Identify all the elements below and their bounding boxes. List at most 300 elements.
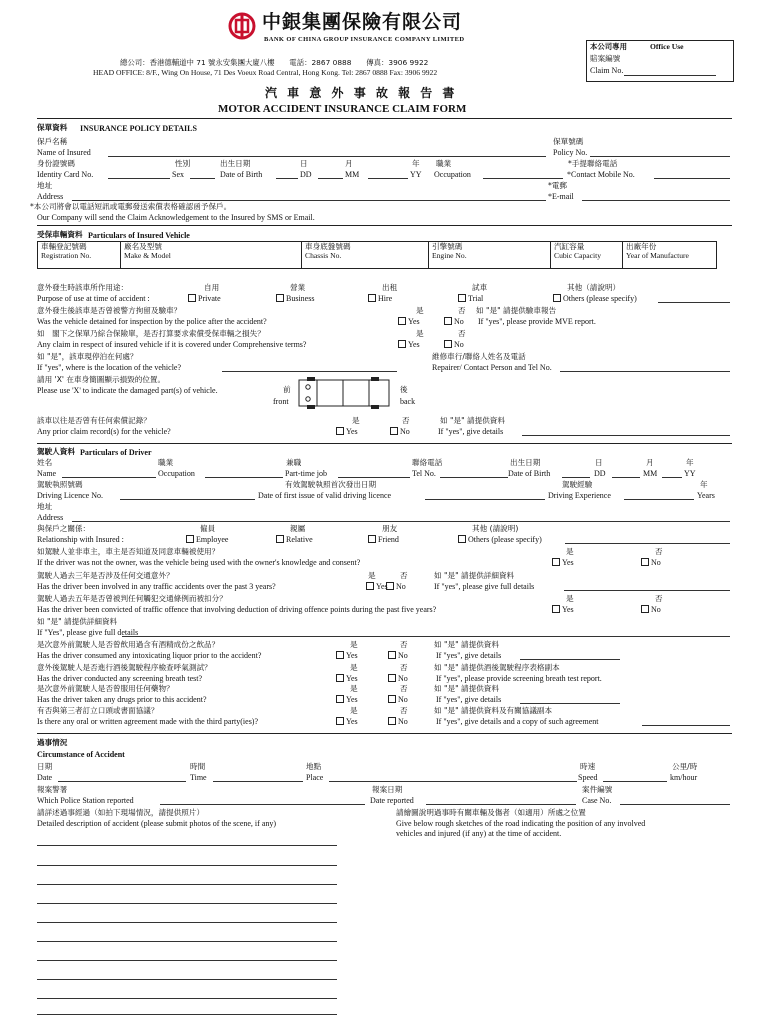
year-manufacture-cell[interactable]: 出廠年份 Year of Manufacture (623, 242, 717, 269)
form-title-en: MOTOR ACCIDENT INSURANCE CLAIM FORM (218, 103, 467, 115)
dob-year-label-en: YY (410, 170, 422, 179)
checkbox-icon[interactable] (388, 651, 396, 659)
mobile-label-en: *Contact Mobile No. (567, 170, 635, 179)
checkbox-icon[interactable] (366, 582, 374, 590)
yes-label-zh: 是 (350, 663, 358, 672)
vehicle-heading-en: Particulars of Insured Vehicle (88, 231, 190, 240)
checkbox-icon[interactable] (388, 695, 396, 703)
relative-label: Relative (286, 535, 313, 544)
no-label: No (398, 717, 408, 726)
date-label-zh: 日期 (37, 762, 53, 771)
business-label: Business (286, 294, 315, 303)
experience-field[interactable] (624, 499, 694, 500)
dob-label-en: Date of Birth (220, 170, 263, 179)
dob-year-label-zh: 年 (412, 159, 420, 168)
description-line[interactable] (37, 979, 337, 980)
speed-field[interactable] (603, 781, 667, 782)
driver-tel-field[interactable] (440, 477, 508, 478)
registration-no-cell[interactable]: 車輛登記號碼 Registration No. (38, 242, 121, 269)
repairer-label-en: Repairer/ Contact Person and Tel No. (432, 363, 552, 372)
hire-label-zh: 出租 (382, 283, 398, 292)
checkbox-icon[interactable] (188, 294, 196, 302)
prior-details-field[interactable] (522, 435, 730, 436)
friend-label-zh: 朋友 (382, 524, 398, 533)
back-label-zh: 後 (400, 385, 408, 394)
driver-name-field[interactable] (62, 477, 156, 478)
no-label: No (398, 674, 408, 683)
no-label-zh: 否 (458, 306, 466, 315)
mobile-label-zh: *手提聯絡電話 (568, 159, 618, 168)
id-card-field[interactable] (108, 178, 170, 179)
checkbox-icon[interactable] (276, 535, 284, 543)
circumstance-heading-zh: 過事情況 (37, 738, 68, 747)
no-label: No (651, 605, 661, 614)
hire-label: Hire (378, 294, 393, 303)
comprehensive-q-zh: 如 閣下之保單乃綜合保險單，是否打算要求索償受保車輛之損失？ (37, 329, 265, 338)
checkbox-icon[interactable] (552, 605, 560, 613)
private-label-zh: 自用 (204, 283, 220, 292)
description-line[interactable] (37, 941, 337, 942)
accident-time-field[interactable] (213, 781, 303, 782)
accident-place-field[interactable] (329, 781, 577, 782)
driver-name-label-zh: 姓名 (37, 458, 53, 467)
first-issue-label-en: Date of first issue of valid driving licence (258, 491, 392, 500)
no-label-zh: 否 (402, 416, 410, 425)
past3-details-en: If "yes", please give full details (434, 582, 535, 591)
checkbox-icon[interactable] (444, 317, 452, 325)
dob-label-zh: 出生日期 (220, 159, 251, 168)
policy-no-label-en: Policy No. (553, 148, 588, 157)
checkbox-icon[interactable] (186, 535, 194, 543)
past5-yes-checkbox[interactable] (552, 605, 574, 614)
checkbox-icon[interactable] (388, 674, 396, 682)
date-reported-label-en: Date reported (370, 796, 414, 805)
driver-address-label-en: Address (37, 513, 64, 522)
occupation-field[interactable] (483, 178, 563, 179)
trial-checkbox[interactable] (458, 294, 483, 303)
agreement-details-en: If "yes", give details and a copy of such agreement (436, 717, 599, 726)
engine-no-cell[interactable]: 引擎號碼 Engine No. (429, 242, 551, 269)
past3-details-field[interactable] (564, 590, 730, 591)
dob-month-label-zh: 月 (345, 159, 353, 168)
first-issue-field[interactable] (425, 499, 545, 500)
occupation-label-zh: 職業 (436, 159, 452, 168)
checkbox-icon[interactable] (336, 717, 344, 725)
years-label: Years (697, 491, 715, 500)
consent-yes-checkbox[interactable] (552, 558, 574, 567)
time-label-en: Time (190, 773, 207, 782)
date-reported-label-zh: 報案日期 (372, 785, 403, 794)
agreement-details-zh: 如 "是" 請提供資料及有關協議副本 (434, 706, 553, 715)
police-station-label-zh: 報案警署 (37, 785, 68, 794)
comp-yes-checkbox[interactable] (398, 340, 420, 349)
yes-label: Yes (562, 605, 574, 614)
trial-label: Trial (468, 294, 484, 303)
driver-others-field[interactable] (565, 543, 730, 544)
part-time-label-en: Part-time job (285, 469, 327, 478)
driver-tel-label-en: Tel No. (412, 469, 436, 478)
time-label-zh: 時間 (190, 762, 206, 771)
first-issue-label-zh: 有效駕駛執照首次發出日期 (285, 480, 377, 489)
comp-no-checkbox[interactable] (444, 340, 464, 349)
driver-heading-zh: 駕駛人資料 (37, 447, 75, 456)
past5-no-checkbox[interactable] (641, 605, 661, 614)
yes-label: Yes (408, 317, 420, 326)
description-line[interactable] (37, 922, 337, 923)
checkbox-icon[interactable] (276, 294, 284, 302)
driver-others-checkbox[interactable] (458, 535, 542, 544)
prior-claim-q-zh: 該車以往是否曾有任何索償記錄？ (37, 416, 151, 425)
yes-label-zh: 是 (416, 329, 424, 338)
id-card-label-zh: 身份證號碼 (37, 159, 75, 168)
checkbox-icon[interactable] (388, 717, 396, 725)
yes-label-zh: 是 (350, 640, 358, 649)
no-label-zh: 否 (400, 684, 408, 693)
yes-label: Yes (408, 340, 420, 349)
insured-name-label-en: Name of Insured (37, 148, 91, 157)
repairer-field[interactable] (560, 371, 730, 372)
office-use-label-zh: 本公司專用 (590, 42, 627, 51)
description-line[interactable] (37, 1014, 337, 1015)
claim-no-label-en: Claim No. (590, 66, 624, 75)
claim-no-label-zh: 賠案編號 (590, 54, 621, 63)
dd-label-zh: 日 (595, 458, 603, 467)
yy-label-zh: 年 (686, 458, 694, 467)
yes-label: Yes (346, 695, 358, 704)
employee-label-zh: 僱員 (200, 524, 216, 533)
private-label: Private (198, 294, 221, 303)
dob-month-field[interactable] (318, 178, 343, 179)
policy-heading-en: INSURANCE POLICY DETAILS (80, 124, 197, 133)
agreement-no-checkbox[interactable] (388, 717, 408, 726)
dob-year-field[interactable] (368, 178, 408, 179)
drugs-no-checkbox[interactable] (388, 695, 408, 704)
company-name-en: BANK OF CHINA GROUP INSURANCE COMPANY LIMITED (264, 36, 465, 43)
breath-no-checkbox[interactable] (388, 674, 408, 683)
place-label-zh: 地點 (306, 762, 322, 771)
speed-label-zh: 時速 (580, 762, 596, 771)
checkbox-icon[interactable] (398, 317, 406, 325)
checkbox-icon[interactable] (458, 535, 466, 543)
liquor-details-en: If "yes", give details (436, 651, 502, 660)
checkbox-icon[interactable] (444, 340, 452, 348)
part-time-label-zh: 兼職 (286, 458, 302, 467)
past5-details-field[interactable] (122, 636, 730, 637)
yes-label: Yes (346, 427, 358, 436)
checkbox-icon[interactable] (368, 294, 376, 302)
checkbox-icon[interactable] (553, 294, 561, 302)
yes-label-zh: 是 (566, 594, 574, 603)
repairer-label-zh: 維修車行/聯絡人姓名及電話 (432, 352, 526, 361)
dob-day-label-zh: 日 (300, 159, 308, 168)
circumstance-heading-en: Circumstance of Accident (37, 750, 125, 759)
purpose-label-en: Purpose of use at time of accident : (37, 294, 150, 303)
policy-no-field[interactable] (590, 156, 730, 157)
no-label: No (454, 340, 464, 349)
description-line[interactable] (37, 865, 337, 866)
past3-details-zh: 如 "是" 請提供詳細資料 (434, 571, 515, 580)
driver-address-field[interactable] (72, 521, 730, 522)
driver-heading-en: Particulars of Driver (80, 448, 152, 457)
past5-q-zh: 駕駛人過去五年是否曾被判任何觸犯交通條例而被扣分？ (37, 594, 227, 603)
description-line[interactable] (37, 903, 337, 904)
liquor-details-zh: 如 "是" 請提供資料 (434, 640, 499, 649)
claim-no-field[interactable] (624, 75, 716, 76)
location-field[interactable] (222, 371, 397, 372)
no-label-zh: 否 (400, 571, 408, 580)
others-checkbox[interactable] (553, 294, 637, 303)
description-label-zh: 請詳述過事經過（如拍下現場情況，請提供照片） (37, 808, 205, 817)
yes-label-zh: 是 (350, 684, 358, 693)
dob-day-field[interactable] (276, 178, 298, 179)
head-office-address-en: HEAD OFFICE: 8/F., Wing On House, 71 Des Voeux Road Central, Hong Kong. Tel: 2867 0888 Fax: 3906 9922 (93, 68, 438, 77)
yes-label-zh: 是 (368, 571, 376, 580)
driver-dob-label-zh: 出生日期 (510, 458, 541, 467)
email-field[interactable] (582, 200, 730, 201)
checkbox-icon[interactable] (641, 558, 649, 566)
cubic-capacity-cell[interactable]: 汽缸容量 Cubic Capacity (551, 242, 623, 269)
experience-label-zh: 駕駛經驗 (562, 480, 593, 489)
description-line[interactable] (37, 884, 337, 885)
checkbox-icon[interactable] (458, 294, 466, 302)
driver-occupation-field[interactable] (205, 477, 283, 478)
agreement-q-zh: 有否與第三者訂立口頭或書面協議？ (37, 706, 159, 715)
hire-checkbox[interactable] (368, 294, 392, 303)
sex-field[interactable] (190, 178, 215, 179)
no-label: No (454, 317, 464, 326)
accident-date-field[interactable] (58, 781, 186, 782)
sketch-area[interactable] (392, 840, 732, 1016)
yes-label: Yes (346, 717, 358, 726)
checkbox-icon[interactable] (368, 535, 376, 543)
yes-label: Yes (376, 582, 388, 591)
driver-dob-year-field[interactable] (662, 477, 682, 478)
past5-details-en: If "Yes", please give full details (37, 628, 139, 637)
breath-q-zh: 意外後駕駛人是否進行酒後駕駛程序檢查呼氣測試？ (37, 663, 212, 672)
drugs-q-en: Has the driver taken any drugs prior to this accident? (37, 695, 207, 704)
head-office-address-zh: 總公司：香港德輔道中 71 號永安集團大廈八樓 電話：2867 0888 傳真：3906 9922 (120, 58, 429, 67)
mve-note-en: If "yes", please provide MVE report. (478, 317, 596, 326)
checkbox-icon[interactable] (398, 340, 406, 348)
damage-instruction-zh: 請用 'X' 在車身簡圖顯示損毀的位置。 (37, 375, 166, 384)
section-divider (37, 118, 732, 119)
employee-checkbox[interactable] (186, 535, 228, 544)
no-label-zh: 否 (400, 640, 408, 649)
driver-dob-month-field[interactable] (612, 477, 640, 478)
past5-q-en: Has the driver been convicted of traffic offence that involving deduction of driving offence points during the past five years? (37, 605, 437, 614)
yes-label: Yes (346, 651, 358, 660)
checkbox-icon[interactable] (336, 427, 344, 435)
sketch-label-en-1: Give below rough sketches of the road indicating the position of any involved (396, 819, 646, 828)
private-checkbox[interactable] (188, 294, 221, 303)
address-label-en: Address (37, 192, 64, 201)
trial-label-zh: 試車 (472, 283, 488, 292)
police-station-field[interactable] (160, 804, 365, 805)
case-no-label-en: Case No. (582, 796, 612, 805)
dob-day-label-en: DD (300, 170, 312, 179)
drugs-q-zh: 是次意外前駕駛人是否曾服用任何藥物？ (37, 684, 174, 693)
speed-label-en: Speed (578, 773, 598, 782)
agreement-details-field[interactable] (642, 725, 730, 726)
relative-checkbox[interactable] (276, 535, 313, 544)
yes-label-zh: 是 (566, 547, 574, 556)
friend-label: Friend (378, 535, 399, 544)
description-line[interactable] (37, 998, 337, 999)
comprehensive-q-en: Any claim in respect of insured vehicle if it is covered under Comprehensive terms? (37, 340, 307, 349)
relative-label-zh: 親屬 (290, 524, 306, 533)
police-station-label-en: Which Police Station reported (37, 796, 134, 805)
case-no-field[interactable] (620, 804, 730, 805)
yes-label-zh: 是 (352, 416, 360, 425)
kmh-label-en: km/hour (670, 773, 698, 782)
mm-label-zh: 月 (646, 458, 654, 467)
mobile-field[interactable] (654, 178, 730, 179)
location-q-en: If "yes", where is the location of the vehicle? (37, 363, 182, 372)
business-checkbox[interactable] (276, 294, 314, 303)
no-label-zh: 否 (400, 663, 408, 672)
checkbox-icon[interactable] (386, 582, 394, 590)
kmh-label-zh: 公里/時 (672, 762, 698, 771)
driver-name-label-en: Name (37, 469, 57, 478)
relationship-label-en: Relationship with Insured : (37, 535, 124, 544)
breath-yes-checkbox[interactable] (336, 674, 358, 683)
breath-details-zh: 如 "是" 請提供酒後駕駛程序表格副本 (434, 663, 560, 672)
chassis-no-cell[interactable]: 車身底盤號碼 Chassis No. (302, 242, 429, 269)
policy-heading-zh: 保單資料 (37, 123, 68, 132)
friend-checkbox[interactable] (368, 535, 399, 544)
drugs-yes-checkbox[interactable] (336, 695, 358, 704)
detained-no-checkbox[interactable] (444, 317, 464, 326)
vehicle-heading-zh: 受保車輛資料 (37, 230, 83, 239)
others-specify-field[interactable] (658, 302, 730, 303)
purpose-label-zh: 意外發生時該車所作用途： (37, 283, 129, 292)
prior-claim-q-en: Any prior claim record(s) for the vehicle? (37, 427, 171, 436)
front-label-zh: 前 (283, 385, 291, 394)
policy-no-label-zh: 保單號碼 (553, 137, 584, 146)
dob-month-label-en: MM (345, 170, 360, 179)
front-label-en: front (273, 397, 289, 406)
company-name-zh: 中銀集團保險有限公司 (262, 11, 463, 33)
prior-no-checkbox[interactable] (390, 427, 410, 436)
checkbox-icon[interactable] (552, 558, 560, 566)
past3-yes-checkbox[interactable] (366, 582, 388, 591)
checkbox-icon[interactable] (336, 651, 344, 659)
drugs-details-en: If "yes", give details (436, 695, 502, 704)
yes-label-zh: 是 (350, 706, 358, 715)
driver-dob-label-en: Date of Birth (508, 469, 551, 478)
section-divider (37, 443, 732, 444)
years-label-zh: 年 (700, 480, 708, 489)
employee-label: Employee (196, 535, 229, 544)
drugs-details-field[interactable] (520, 703, 620, 704)
no-label: No (396, 582, 406, 591)
others-label-zh: 其他（請說明） (567, 283, 621, 292)
sex-label-en: Sex (172, 170, 184, 179)
date-reported-field[interactable] (426, 804, 576, 805)
others-label: Others (please specify) (563, 294, 637, 303)
acknowledgement-note-en: Our Company will send the Claim Acknowledgement to the Insured by SMS or Email. (37, 213, 315, 222)
no-label: No (400, 427, 410, 436)
section-divider (37, 733, 732, 734)
date-label-en: Date (37, 773, 53, 782)
detained-q-zh: 意外發生後該車是否曾被警方拘留及驗車？ (37, 306, 182, 315)
insured-name-field[interactable] (108, 156, 546, 157)
mve-note-zh: 如 "是" 請提供驗車報告 (476, 306, 557, 315)
checkbox-icon[interactable] (390, 427, 398, 435)
experience-label-en: Driving Experience (548, 491, 611, 500)
relationship-label-zh: 與保戶之關係： (37, 524, 91, 533)
yy-label: YY (684, 469, 696, 478)
others-label-zh: 其他 (請說明) (472, 524, 519, 533)
consent-q-zh: 如駕駛人並非車主，車主是否知道及同意車輛被使用？ (37, 547, 220, 556)
dd-label: DD (594, 469, 606, 478)
breath-q-en: Has the driver conducted any screening breath test? (37, 674, 203, 683)
back-label-en: back (400, 397, 416, 406)
mm-label: MM (643, 469, 658, 478)
description-line[interactable] (37, 960, 337, 961)
liquor-no-checkbox[interactable] (388, 651, 408, 660)
agreement-q-en: Is there any oral or written agreement made with the third party(ies)? (37, 717, 259, 726)
section-divider (37, 225, 732, 226)
business-label-zh: 營業 (290, 283, 306, 292)
description-line[interactable] (37, 845, 337, 846)
others-label: Others (please specify) (468, 535, 542, 544)
past3-no-checkbox[interactable] (386, 582, 406, 591)
vehicle-details-table (37, 241, 717, 269)
sketch-label-en-2: vehicles and injured (if any) at the time of accident. (396, 829, 562, 838)
sex-label-zh: 性別 (175, 159, 191, 168)
agreement-yes-checkbox[interactable] (336, 717, 358, 726)
vehicle-damage-diagram[interactable] (297, 377, 393, 411)
acknowledgement-note-zh: *本公司將會以電話短訊或電郵發送索償表格確認函予保戶。 (30, 202, 232, 211)
driver-occupation-label-en: Occupation (158, 469, 195, 478)
prior-yes-checkbox[interactable] (336, 427, 358, 436)
driver-occupation-label-zh: 職業 (158, 458, 174, 467)
liquor-details-field[interactable] (520, 659, 620, 660)
form-title-zh: 汽 車 意 外 事 故 報 告 書 (265, 86, 458, 100)
past3-q-zh: 駕駛人過去三年是否涉及任何交通意外？ (37, 571, 174, 580)
email-label-en: *E-mail (548, 192, 574, 201)
damage-instruction-en: Please use 'X' to indicate the damaged part(s) of vehicle. (37, 386, 218, 395)
licence-field[interactable] (120, 499, 255, 500)
liquor-q-zh: 是次意外前駕駛人是否曾飲用過含有酒精成份之飲品？ (37, 640, 220, 649)
liquor-yes-checkbox[interactable] (336, 651, 358, 660)
checkbox-icon[interactable] (336, 674, 344, 682)
consent-no-checkbox[interactable] (641, 558, 661, 567)
licence-label-zh: 駕駛執照號碼 (37, 480, 83, 489)
description-label-en: Detailed description of accident (please submit photos of the scene, if any) (37, 819, 277, 828)
checkbox-icon[interactable] (641, 605, 649, 613)
make-model-cell[interactable]: 廠名及型號 Make & Model (121, 242, 302, 269)
no-label: No (398, 651, 408, 660)
email-label-zh: *電郵 (548, 181, 567, 190)
detained-yes-checkbox[interactable] (398, 317, 420, 326)
consent-q-en: If the driver was not the owner, was the vehicle being used with the owner's knowledge and consent? (37, 558, 361, 567)
no-label-zh: 否 (655, 594, 663, 603)
liquor-q-en: Has the driver consumed any intoxicating liquor prior to the accident? (37, 651, 262, 660)
no-label-zh: 否 (400, 706, 408, 715)
no-label-zh: 否 (458, 329, 466, 338)
driver-dob-day-field[interactable] (562, 477, 590, 478)
yes-label: Yes (562, 558, 574, 567)
address-field[interactable] (72, 200, 546, 201)
driver-address-label-zh: 地址 (37, 502, 53, 511)
address-label-zh: 地址 (37, 181, 53, 190)
part-time-field[interactable] (338, 477, 410, 478)
id-card-label-en: Identity Card No. (37, 170, 94, 179)
checkbox-icon[interactable] (336, 695, 344, 703)
yes-label: Yes (346, 674, 358, 683)
